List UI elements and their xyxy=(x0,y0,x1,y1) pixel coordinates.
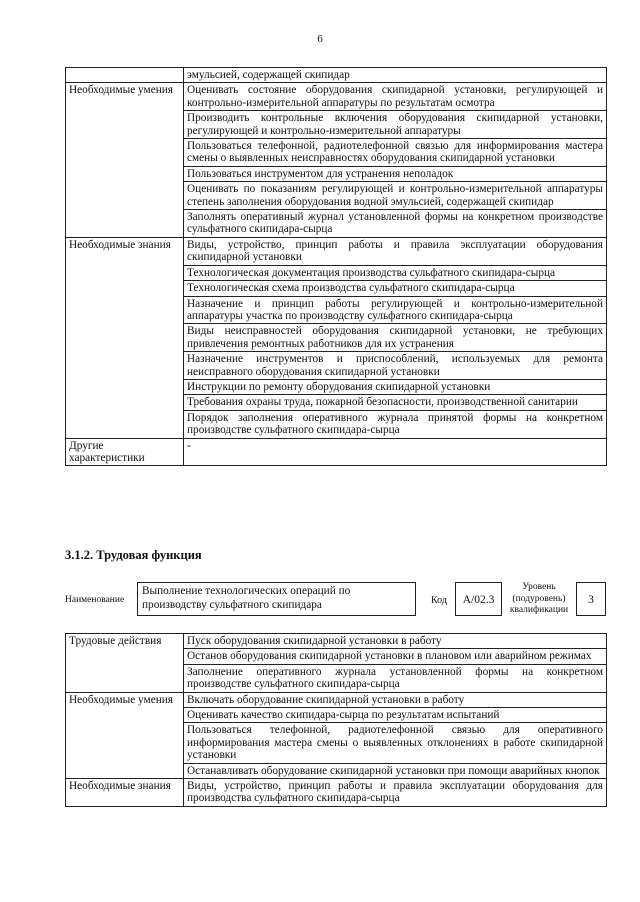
row-label: Необходимые умения xyxy=(66,692,184,778)
row-label: Другие характеристики xyxy=(66,438,184,466)
row-label xyxy=(66,68,184,83)
row-label: Необходимые знания xyxy=(66,237,184,438)
section-title: 3.1.2. Трудовая функция xyxy=(65,548,202,562)
row-item: Производить контрольные включения оборудования скипидарной установки, регулирующей и контрольно-измерительной аппаратуры xyxy=(184,111,607,139)
code-label: Код xyxy=(431,595,447,606)
row-item: Технологическая документация производства сульфатного скипидара-сырца xyxy=(184,265,607,280)
name-label: Наименование xyxy=(65,595,125,605)
code-field: A/02.3 xyxy=(455,582,502,616)
row-label: Трудовые действия xyxy=(66,634,184,693)
row-item: Виды, устройство, принцип работы и правила эксплуатации оборудования для производства сульфатного скипидара-сырца xyxy=(184,779,607,807)
table-row xyxy=(66,634,607,649)
row-item: Останавливать оборудование скипидарной установки при помощи аварийных кнопок xyxy=(184,763,607,778)
row-item: Включать оборудование скипидарной установки в работу xyxy=(184,692,607,707)
level-label: Уровень (подуровень) квалификации xyxy=(509,582,569,615)
row-item: Назначение и принцип работы регулирующей и контрольно-измерительной аппаратуры участка по производству сульфатного скипидара-сырца xyxy=(184,296,607,324)
row-item: Оценивать состояние оборудования скипидарной установки, регулирующей и контрольно-измерительной аппаратуры по результатам осмотра xyxy=(184,83,607,111)
table-row xyxy=(66,68,607,83)
row-item: Оценивать качество скипидара-сырца по результатам испытаний xyxy=(184,708,607,723)
row-item: Виды неисправностей оборудования скипидарной установки, не требующих привлечения ремонтных работников для их устранения xyxy=(184,324,607,352)
function-name-field: Выполнение технологических операций по производству сульфатного скипидара xyxy=(137,582,416,616)
row-label: Необходимые умения xyxy=(66,83,184,237)
row-item: Порядок заполнения оперативного журнала принятой формы на конкретном производстве сульфатного скипидара-сырца xyxy=(184,410,607,438)
table-row xyxy=(66,237,607,265)
row-item: - xyxy=(184,438,607,466)
row-label: Необходимые знания xyxy=(66,779,184,807)
labor-function-table xyxy=(65,633,607,807)
row-item: Заполнение оперативного журнала установленной формы на конкретном производстве сульфатного скипидара-сырца xyxy=(184,664,607,692)
table-row xyxy=(66,438,607,466)
row-item: Оценивать по показаниям регулирующей и контрольно-измерительной аппаратуры степень заполнения оборудования водной эмульсией, содержащей скипидар xyxy=(184,182,607,210)
table-row xyxy=(66,83,607,111)
row-item: эмульсией, содержащей скипидар xyxy=(184,68,607,83)
table-row xyxy=(66,779,607,807)
row-item: Назначение инструментов и приспособлений, используемых для ремонта неисправного оборудования скипидарной установки xyxy=(184,352,607,380)
table-row xyxy=(66,692,607,707)
row-item: Заполнять оперативный журнал установленной формы на конкретном производстве сульфатного скипидара-сырца xyxy=(184,210,607,238)
row-item: Останов оборудования скипидарной установки в плановом или аварийном режимах xyxy=(184,649,607,664)
row-item: Инструкции по ремонту оборудования скипидарной установки xyxy=(184,379,607,394)
page-number: 6 xyxy=(317,33,323,45)
labor-function-header xyxy=(65,582,606,620)
row-item: Пользоваться телефонной, радиотелефонной связью для оперативного информирования мастера смены о выявленных отклонениях в работе скипидарной установки xyxy=(184,723,607,763)
row-item: Виды, устройство, принцип работы и правила эксплуатации оборудования скипидарной установки xyxy=(184,237,607,265)
requirements-table-continued xyxy=(65,67,607,466)
row-item: Пользоваться телефонной, радиотелефонной связью для информирования мастера смены о выявленных неисправностях оборудования скипидарной установки xyxy=(184,139,607,167)
row-item: Требования охраны труда, пожарной безопасности, производственной санитарии xyxy=(184,395,607,410)
row-item: Пользоваться инструментом для устранения неполадок xyxy=(184,166,607,181)
row-item: Технологическая схема производства сульфатного скипидара-сырца xyxy=(184,281,607,296)
row-item: Пуск оборудования скипидарной установки в работу xyxy=(184,634,607,649)
level-field: 3 xyxy=(576,582,606,616)
